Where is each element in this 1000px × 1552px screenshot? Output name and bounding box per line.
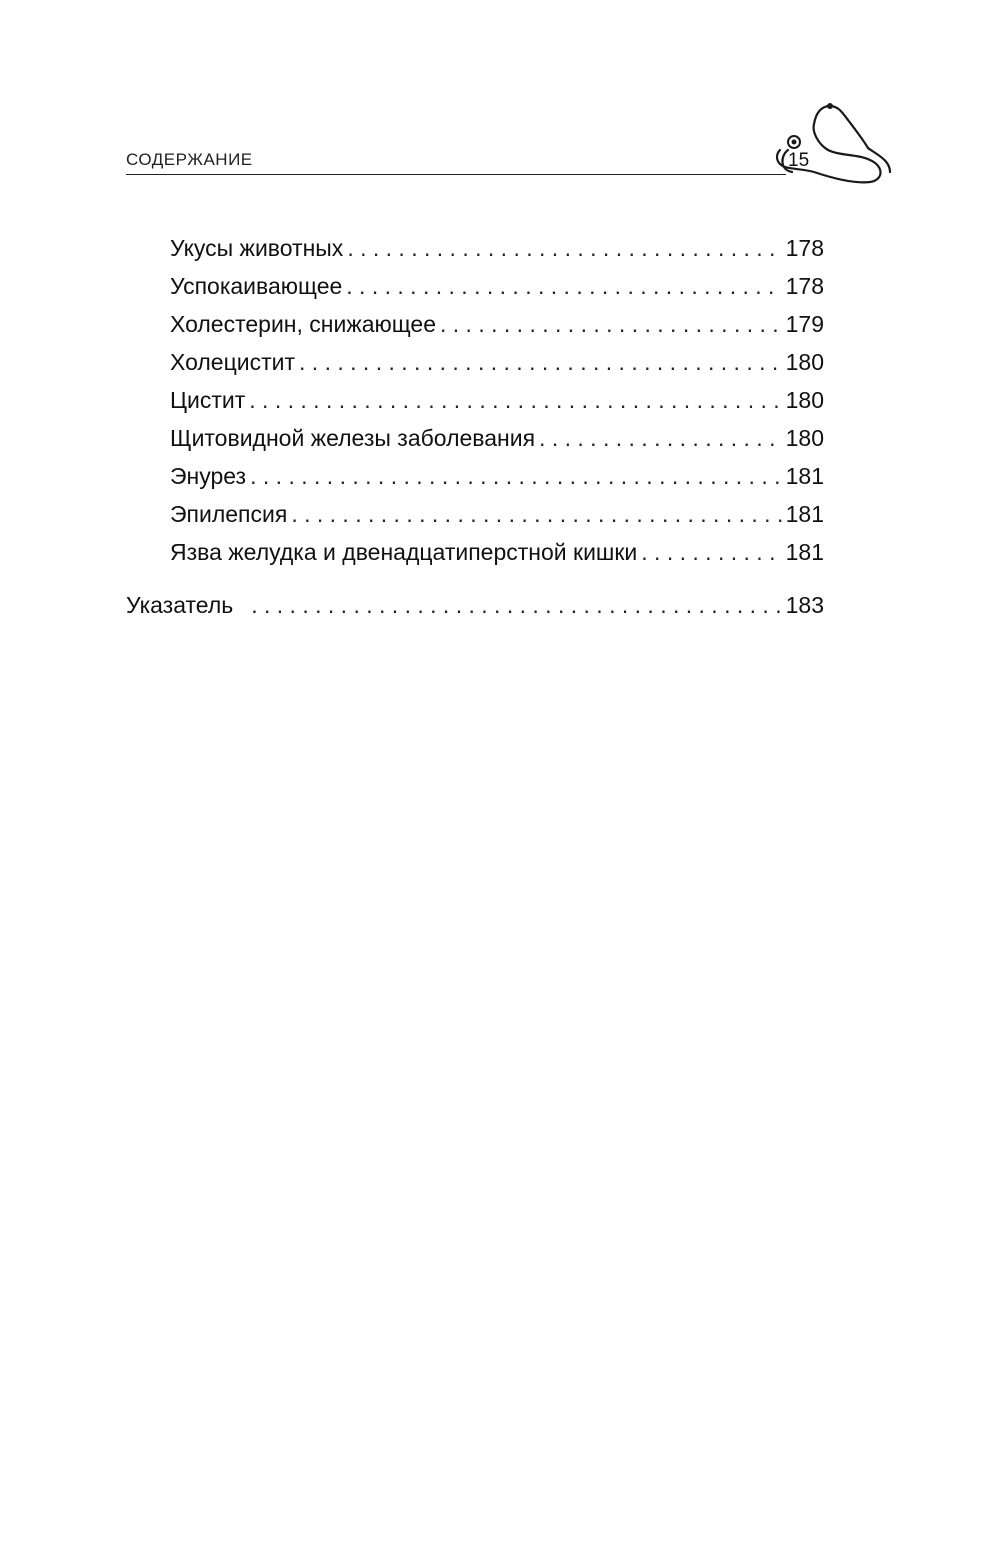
toc-entry-label: Цистит: [170, 387, 246, 413]
stethoscope-icon: [762, 98, 898, 190]
toc-entry-label: Холецистит: [170, 349, 296, 375]
toc-entry-label: Энурез: [170, 463, 247, 489]
toc-index-entry[interactable]: [126, 590, 824, 620]
toc-entry-page: 180: [785, 387, 824, 413]
dot-leader: [440, 309, 782, 339]
page-number: 15: [788, 150, 810, 171]
toc-entry-page: 181: [785, 539, 824, 565]
toc-entry-label: Холестерин, снижающее: [170, 311, 436, 337]
toc-entry-page: 178: [785, 273, 824, 299]
toc-entry-page: 180: [785, 349, 824, 375]
dot-leader: [251, 590, 781, 620]
dot-leader: [250, 461, 782, 491]
toc-entry-label: Эпилепсия: [170, 501, 288, 527]
toc-entry-page: 180: [785, 425, 824, 451]
running-header: [126, 146, 786, 176]
toc-entry[interactable]: [170, 385, 824, 415]
toc-entry[interactable]: [170, 499, 824, 529]
toc-entry-page: 179: [785, 311, 824, 337]
toc-entry[interactable]: [170, 233, 824, 263]
dot-leader: [347, 233, 781, 263]
toc-entry[interactable]: [170, 461, 824, 491]
toc-index-label: Указатель: [126, 592, 234, 618]
toc-entry-label: Укусы животных: [170, 235, 344, 261]
toc-entry-label: Успокаивающее: [170, 273, 343, 299]
dot-leader: [346, 271, 781, 301]
toc-index-page: 183: [785, 592, 824, 618]
header-rule: [126, 174, 786, 175]
dot-leader: [249, 385, 781, 415]
dot-leader: [641, 537, 781, 567]
toc-entry-page: 181: [785, 501, 824, 527]
toc-entry[interactable]: [170, 347, 824, 377]
dot-leader: [539, 423, 782, 453]
toc-entry-page: 178: [785, 235, 824, 261]
section-title: СОДЕРЖАНИЕ: [126, 150, 253, 169]
dot-leader: [291, 499, 781, 529]
toc-entry[interactable]: [170, 271, 824, 301]
toc-entry[interactable]: [170, 537, 824, 567]
toc-entry-label: Щитовидной железы заболевания: [170, 425, 536, 451]
toc-entry[interactable]: [170, 309, 824, 339]
toc-entry-page: 181: [785, 463, 824, 489]
toc-entry-label: Язва желудка и двенадцатиперстной кишки: [170, 539, 638, 565]
toc-entry[interactable]: [170, 423, 824, 453]
dot-leader: [299, 347, 782, 377]
